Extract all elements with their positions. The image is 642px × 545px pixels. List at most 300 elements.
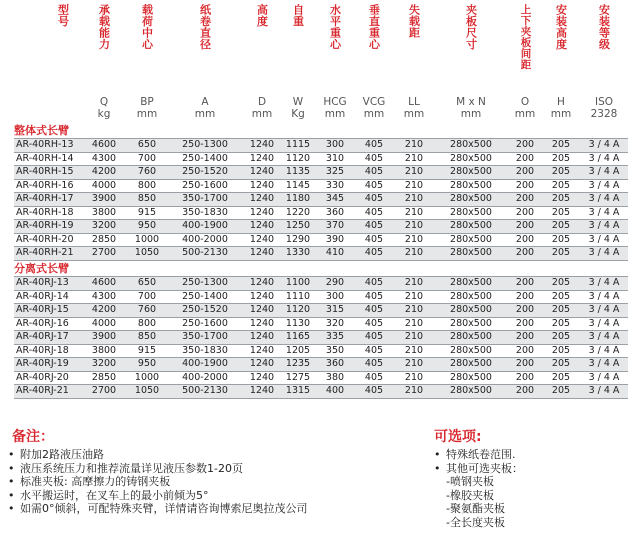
column-header-label: 自重 [291,4,305,27]
value-cell: 405 [354,139,394,153]
column-symbol: BP [140,96,154,108]
column-unit: mm [460,108,482,120]
value-cell: 205 [542,166,580,180]
value-cell: 915 [128,344,166,358]
table-row [14,385,628,399]
value-cell: 205 [542,344,580,358]
value-cell: 315 [316,304,354,318]
value-cell: 205 [542,193,580,207]
value-cell: 200 [508,317,542,331]
options-list [432,448,523,475]
value-cell: 210 [394,331,434,345]
column-symbol: HCG [323,96,347,108]
bullet-icon: • [8,475,15,489]
value-cell: 280x500 [434,385,508,399]
value-cell: 1240 [244,385,280,399]
value-cell: 3 / 4 A [580,233,628,247]
value-cell: 1100 [280,277,316,291]
column-symbol: LL [408,96,420,108]
value-cell: 1250 [280,220,316,234]
value-cell: 210 [394,152,434,166]
value-cell: 200 [508,220,542,234]
list-item [6,462,308,476]
value-cell: 405 [354,179,394,193]
list-item [432,462,523,476]
value-cell: 250-1600 [166,179,244,193]
table-row [14,317,628,331]
value-cell: 4300 [80,152,128,166]
value-cell: 700 [128,152,166,166]
value-cell: 3 / 4 A [580,152,628,166]
value-cell: 350-1700 [166,331,244,345]
value-cell: 1120 [280,152,316,166]
value-cell: 1290 [280,233,316,247]
column-symbol: W [292,96,304,108]
column-symbol: ISO [594,96,614,108]
value-cell: 350-1700 [166,193,244,207]
value-cell: 300 [316,290,354,304]
column-symbol: Q [99,96,109,108]
table-row [14,290,628,304]
symbol-row [0,96,642,108]
bullet-icon: • [8,461,15,475]
value-cell: 210 [394,277,434,291]
bullet-icon: • [434,461,441,475]
value-cell: 4600 [80,277,128,291]
value-cell: 350-1830 [166,206,244,220]
value-cell: 405 [354,331,394,345]
value-cell: 3 / 4 A [580,358,628,372]
value-cell: 205 [542,304,580,318]
table-row [14,179,628,193]
column-header-label: 纸卷直径 [198,4,212,50]
value-cell: 1135 [280,166,316,180]
value-cell: 200 [508,385,542,399]
value-cell: 4600 [80,139,128,153]
value-cell: 3 / 4 A [580,371,628,385]
value-cell: 650 [128,139,166,153]
model-cell: AR-40RH-19 [14,220,80,234]
value-cell: 345 [316,193,354,207]
value-cell: 280x500 [434,371,508,385]
value-cell: 850 [128,331,166,345]
list-item-text: 液压系统压力和推荐流量详见液压参数1-20页 [20,461,243,475]
value-cell: 280x500 [434,179,508,193]
value-cell: 4200 [80,166,128,180]
value-cell: 200 [508,206,542,220]
value-cell: 3 / 4 A [580,179,628,193]
column-symbol: VCG [362,96,386,108]
value-cell: 1240 [244,166,280,180]
value-cell: 1275 [280,371,316,385]
table-row [14,152,628,166]
value-cell: 1330 [280,247,316,261]
value-cell: 1240 [244,290,280,304]
value-cell: 3 / 4 A [580,277,628,291]
value-cell: 800 [128,179,166,193]
value-cell: 280x500 [434,317,508,331]
column-unit: kg [97,108,111,120]
value-cell: 205 [542,152,580,166]
value-cell: 205 [542,290,580,304]
value-cell: 250-1520 [166,166,244,180]
column-header-label: 水平重心 [328,4,342,50]
value-cell: 200 [508,304,542,318]
value-cell: 405 [354,220,394,234]
value-cell: 1240 [244,152,280,166]
value-cell: 280x500 [434,220,508,234]
value-cell: 4300 [80,290,128,304]
unit-row [0,108,642,120]
value-cell: 210 [394,317,434,331]
value-cell: 760 [128,304,166,318]
value-cell: 310 [316,152,354,166]
value-cell: 400-2000 [166,233,244,247]
value-cell: 800 [128,317,166,331]
value-cell: 280x500 [434,206,508,220]
value-cell: 400-2000 [166,371,244,385]
model-cell: AR-40RJ-15 [14,304,80,318]
value-cell: 200 [508,247,542,261]
column-header-label: 高度 [255,4,269,27]
value-cell: 2700 [80,385,128,399]
list-item [6,475,308,489]
column-symbol: O [520,96,530,108]
value-cell: 650 [128,277,166,291]
options-title: 可选项: [434,429,482,445]
value-cell: 3 / 4 A [580,331,628,345]
value-cell: 405 [354,233,394,247]
value-cell: 2850 [80,233,128,247]
model-cell: AR-40RH-16 [14,179,80,193]
value-cell: 405 [354,152,394,166]
value-cell: 1315 [280,385,316,399]
bullet-icon: • [8,502,15,516]
column-header-label: 载荷中心 [140,4,154,50]
value-cell: 290 [316,277,354,291]
list-item-text: 其他可选夹板： [446,461,523,475]
list-item-text: 特殊纸卷范围. [446,448,516,461]
value-cell: 1240 [244,206,280,220]
column-unit: Kg [291,108,305,120]
table-row [14,139,628,153]
value-cell: 300 [316,139,354,153]
model-cell: AR-40RJ-16 [14,317,80,331]
value-cell: 400-1900 [166,220,244,234]
table-row [14,358,628,372]
model-cell: AR-40RJ-20 [14,371,80,385]
bullet-icon: • [434,448,441,461]
value-cell: 335 [316,331,354,345]
value-cell: 1180 [280,193,316,207]
value-cell: 405 [354,277,394,291]
value-cell: 200 [508,344,542,358]
value-cell: 200 [508,358,542,372]
value-cell: 1110 [280,290,316,304]
value-cell: 3 / 4 A [580,385,628,399]
value-cell: 205 [542,139,580,153]
value-cell: 1220 [280,206,316,220]
column-header-label: 垂直重心 [367,4,381,50]
model-cell: AR-40RH-15 [14,166,80,180]
value-cell: 1235 [280,358,316,372]
table-row [14,277,628,291]
value-cell: 405 [354,247,394,261]
column-header-label: 上下夹板间距 [519,4,532,70]
value-cell: 1050 [128,247,166,261]
value-cell: 405 [354,290,394,304]
column-header-label: 安装高度 [554,4,568,50]
value-cell: 1145 [280,179,316,193]
value-cell: 250-1520 [166,304,244,318]
value-cell: 405 [354,385,394,399]
column-symbol: M x N [456,96,486,108]
value-cell: 205 [542,371,580,385]
column-symbol: A [201,96,209,108]
value-cell: 280x500 [434,152,508,166]
table-row [14,371,628,385]
value-cell: 1240 [244,233,280,247]
value-cell: 500-2130 [166,385,244,399]
model-cell: AR-40RJ-17 [14,331,80,345]
column-unit: mm [324,108,346,120]
value-cell: 1240 [244,247,280,261]
value-cell: 205 [542,220,580,234]
value-cell: 3200 [80,220,128,234]
value-cell: 205 [542,331,580,345]
value-cell: 210 [394,290,434,304]
value-cell: 205 [542,247,580,261]
value-cell: 210 [394,247,434,261]
value-cell: 1205 [280,344,316,358]
value-cell: 405 [354,371,394,385]
value-cell: 1050 [128,385,166,399]
value-cell: 210 [394,371,434,385]
value-cell: 405 [354,193,394,207]
table-row [14,304,628,318]
value-cell: 915 [128,206,166,220]
value-cell: 950 [128,220,166,234]
value-cell: 205 [542,277,580,291]
value-cell: 1240 [244,317,280,331]
value-cell: 280x500 [434,344,508,358]
value-cell: 250-1300 [166,277,244,291]
value-cell: 205 [542,385,580,399]
value-cell: 2700 [80,247,128,261]
value-cell: 1240 [244,179,280,193]
value-cell: 280x500 [434,277,508,291]
column-unit: mm [194,108,216,120]
value-cell: 405 [354,344,394,358]
value-cell: 3 / 4 A [580,304,628,318]
column-unit: mm [363,108,385,120]
column-header-label: 型号 [56,4,70,27]
value-cell: 405 [354,206,394,220]
value-cell: 1165 [280,331,316,345]
value-cell: 320 [316,317,354,331]
value-cell: 400-1900 [166,358,244,372]
value-cell: 405 [354,304,394,318]
column-unit: mm [136,108,158,120]
value-cell: 325 [316,166,354,180]
value-cell: 210 [394,166,434,180]
value-cell: 1240 [244,220,280,234]
sub-list-item: -橡胶夹板 [446,488,494,502]
value-cell: 205 [542,317,580,331]
value-cell: 1240 [244,358,280,372]
value-cell: 350-1830 [166,344,244,358]
value-cell: 280x500 [434,139,508,153]
value-cell: 200 [508,139,542,153]
value-cell: 405 [354,166,394,180]
column-header-label: 安装等级 [597,4,611,50]
value-cell: 3 / 4 A [580,247,628,261]
column-unit: mm [514,108,536,120]
value-cell: 850 [128,193,166,207]
options-sub-list [446,475,505,529]
value-cell: 1120 [280,304,316,318]
value-cell: 410 [316,247,354,261]
value-cell: 200 [508,152,542,166]
spec-table-separate [14,276,628,399]
value-cell: 350 [316,344,354,358]
value-cell: 200 [508,277,542,291]
value-cell: 200 [508,371,542,385]
list-item [432,448,523,462]
value-cell: 200 [508,290,542,304]
table-row [14,233,628,247]
value-cell: 1240 [244,193,280,207]
value-cell: 280x500 [434,247,508,261]
value-cell: 280x500 [434,193,508,207]
value-cell: 950 [128,358,166,372]
value-cell: 360 [316,206,354,220]
value-cell: 330 [316,179,354,193]
value-cell: 370 [316,220,354,234]
value-cell: 500-2130 [166,247,244,261]
table-row [14,193,628,207]
value-cell: 210 [394,206,434,220]
value-cell: 280x500 [434,233,508,247]
value-cell: 3200 [80,358,128,372]
value-cell: 3 / 4 A [580,290,628,304]
column-header-label: 失载距 [407,4,421,39]
model-cell: AR-40RH-21 [14,247,80,261]
value-cell: 280x500 [434,304,508,318]
value-cell: 200 [508,179,542,193]
value-cell: 3 / 4 A [580,206,628,220]
value-cell: 1130 [280,317,316,331]
value-cell: 1240 [244,371,280,385]
value-cell: 405 [354,317,394,331]
value-cell: 205 [542,358,580,372]
list-item-text: 如需0°倾斜，可配特殊夹臂，详情请咨询博索尼奥拉茂公司 [20,502,308,516]
sub-list-item: -聚氨酯夹板 [446,502,505,516]
value-cell: 3 / 4 A [580,166,628,180]
value-cell: 700 [128,290,166,304]
sub-list-item: -喷钢夹板 [446,475,494,488]
value-cell: 210 [394,233,434,247]
value-cell: 2850 [80,371,128,385]
list-item [6,489,308,503]
model-cell: AR-40RH-20 [14,233,80,247]
value-cell: 3900 [80,193,128,207]
spec-table-integral [14,138,628,261]
value-cell: 3 / 4 A [580,220,628,234]
value-cell: 205 [542,206,580,220]
model-cell: AR-40RH-18 [14,206,80,220]
value-cell: 1240 [244,331,280,345]
value-cell: 1240 [244,139,280,153]
value-cell: 200 [508,331,542,345]
value-cell: 250-1400 [166,152,244,166]
table-row [14,331,628,345]
value-cell: 3 / 4 A [580,317,628,331]
value-cell: 210 [394,139,434,153]
model-cell: AR-40RJ-21 [14,385,80,399]
value-cell: 200 [508,233,542,247]
model-cell: AR-40RJ-19 [14,358,80,372]
column-header-label: 承载能力 [97,4,111,50]
value-cell: 210 [394,220,434,234]
table-row [14,166,628,180]
value-cell: 250-1400 [166,290,244,304]
value-cell: 3 / 4 A [580,193,628,207]
value-cell: 280x500 [434,166,508,180]
bullet-icon: • [8,448,15,461]
value-cell: 280x500 [434,358,508,372]
value-cell: 200 [508,166,542,180]
column-unit: mm [251,108,273,120]
list-item-text: 水平搬运时，在叉车上的最小前倾为5° [20,488,209,502]
column-unit: 2328 [590,108,618,120]
value-cell: 4000 [80,317,128,331]
value-cell: 210 [394,358,434,372]
notes-list [6,448,308,516]
value-cell: 1240 [244,304,280,318]
value-cell: 205 [542,233,580,247]
value-cell: 210 [394,344,434,358]
bullet-icon: • [8,488,15,502]
value-cell: 3800 [80,206,128,220]
value-cell: 1115 [280,139,316,153]
value-cell: 400 [316,385,354,399]
model-cell: AR-40RH-17 [14,193,80,207]
model-cell: AR-40RJ-14 [14,290,80,304]
value-cell: 250-1600 [166,317,244,331]
table-row [14,220,628,234]
column-unit: mm [403,108,425,120]
notes-title: 备注： [12,429,54,445]
model-cell: AR-40RJ-18 [14,344,80,358]
value-cell: 405 [354,358,394,372]
section-title-integral: 整体式长臂 [14,124,69,137]
sub-list-item: -全长度夹板 [446,515,505,529]
column-unit: mm [550,108,572,120]
value-cell: 250-1300 [166,139,244,153]
model-cell: AR-40RH-13 [14,139,80,153]
value-cell: 1000 [128,233,166,247]
value-cell: 390 [316,233,354,247]
value-cell: 380 [316,371,354,385]
column-symbol: D [257,96,267,108]
value-cell: 3 / 4 A [580,139,628,153]
value-cell: 1000 [128,371,166,385]
value-cell: 210 [394,385,434,399]
value-cell: 1240 [244,344,280,358]
list-item [6,502,308,516]
value-cell: 200 [508,193,542,207]
